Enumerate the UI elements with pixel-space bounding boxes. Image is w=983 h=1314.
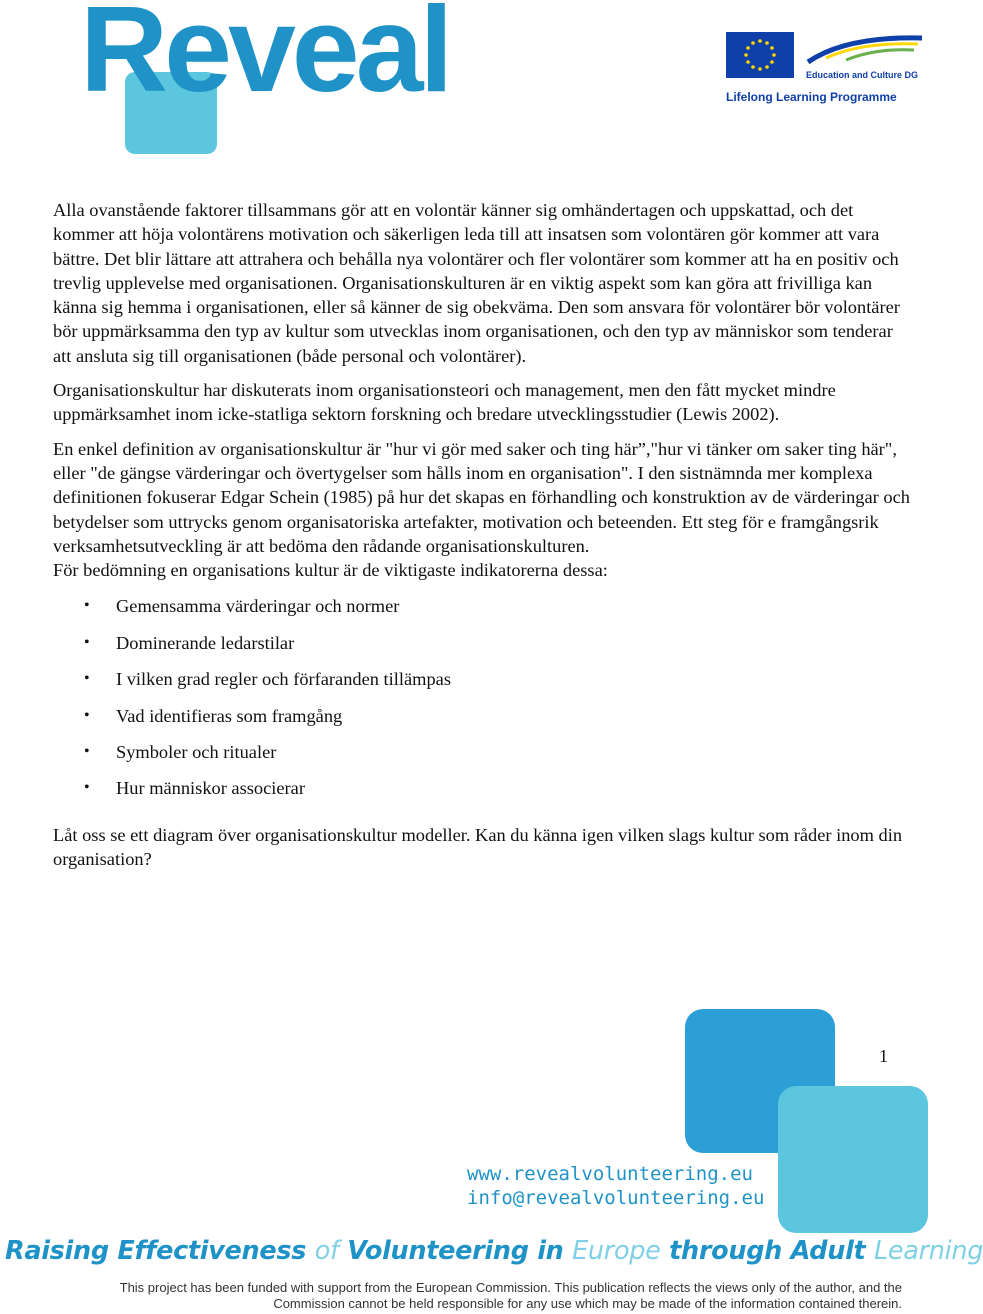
document-body [53, 198, 913, 881]
eu-flag-icon [726, 32, 794, 78]
indicator-list [53, 594, 913, 812]
eu-disclaimer: This project has been funded with support from the European Commission. This publication reflects the views only of the author, and the Commission cannot be held responsible for any use which may be made of the information contained therein. [119, 1280, 902, 1311]
paragraph-culture-research: Organisationskultur har diskuterats inom organisationsteori och management, men den fått mycket mindre uppmärksamhet inom icke-statliga sektorn forskning och bredare utvecklingsstudier (Lewis 2002). [53, 380, 836, 425]
decorative-square-light [778, 1086, 928, 1233]
email-link[interactable]: info@revealvolunteering.eu [467, 1187, 765, 1209]
paragraph-intro: Alla ovanstående faktorer tillsammans gör att en volontär känner sig omhändertagen och uppskattad, och det kommer att höja volontärens motivation och säkerligen leda till att insatsen som volontären gör kommer att vara bättre. Det blir lättare att attrahera och behålla nya volontärer och fler volontärer som kommer att ha en positiv och trevlig upplevelse med organisationen. Organisationskulturen är en viktig aspekt som kan göra att frivilliga kan känna sig hemma i organisationen, eller så känner de sig obekväma. Den som ansvara för volontärer bör volontärer bör uppmärksamma den typ av kultur som utvecklas inom organisationen, och den typ av människor som tenderar att ansluta sig till organisationen (både personal och volontärer). [53, 200, 900, 366]
list-item: • Symboler och ritualer [84, 742, 277, 763]
eu-programme-logo [722, 30, 932, 110]
list-item: • Dominerande ledarstilar [84, 632, 295, 653]
bullet-icon: • [84, 706, 90, 724]
bullet-icon: • [84, 633, 90, 651]
paragraph-definition: En enkel definition av organisationskultur är "hur vi gör med saker och ting här”,"hur vi tänker om saker ting här", eller "de gängse värderingar och övertygelser som hålls inom en organisation". I den sistnämnda mer komplexa definitionen fokuserar Edgar Schein (1985) på hur det skapas en förhandling och konstruktion av de värderingar och betydelser som uttrycks genom organisatoriska artefakter, motivation och beteenden. Ett steg för e framgångsrik verksamhetsutveckling är att bedöma den rådande organisationskulturen. [53, 438, 910, 556]
dg-label: Education and Culture DG [806, 70, 919, 80]
page-number: 1 [879, 1046, 888, 1066]
paragraph-indicators-intro: För bedömning en organisations kultur är de viktigaste indikatorerna dessa: [53, 560, 608, 581]
list-item: • I vilken grad regler och förfaranden tillämpas [84, 669, 451, 690]
list-item: • Gemensamma värderingar och normer [84, 596, 400, 617]
bullet-icon: • [84, 597, 90, 615]
list-item: • Hur människor associerar [84, 778, 305, 799]
paragraph-closing: Låt oss se ett diagram över organisationskultur modeller. Kan du känna igen vilken slags kultur som råder inom din organisation? [53, 824, 903, 870]
llp-label: Lifelong Learning Programme [726, 90, 897, 104]
website-link[interactable]: www.revealvolunteering.eu [467, 1163, 753, 1185]
bullet-icon: • [84, 670, 90, 688]
bullet-icon: • [84, 779, 90, 797]
bullet-icon: • [84, 743, 90, 761]
project-tagline: Raising Effectiveness of Volunteering in Europe through Adult Learning [5, 1236, 983, 1266]
list-item: • Vad identifieras som framgång [84, 705, 343, 726]
contact-block [467, 1162, 764, 1210]
dg-swoosh-icon [806, 32, 926, 68]
reveal-logo [80, 0, 460, 152]
logo-text: Reveal [80, 0, 450, 117]
